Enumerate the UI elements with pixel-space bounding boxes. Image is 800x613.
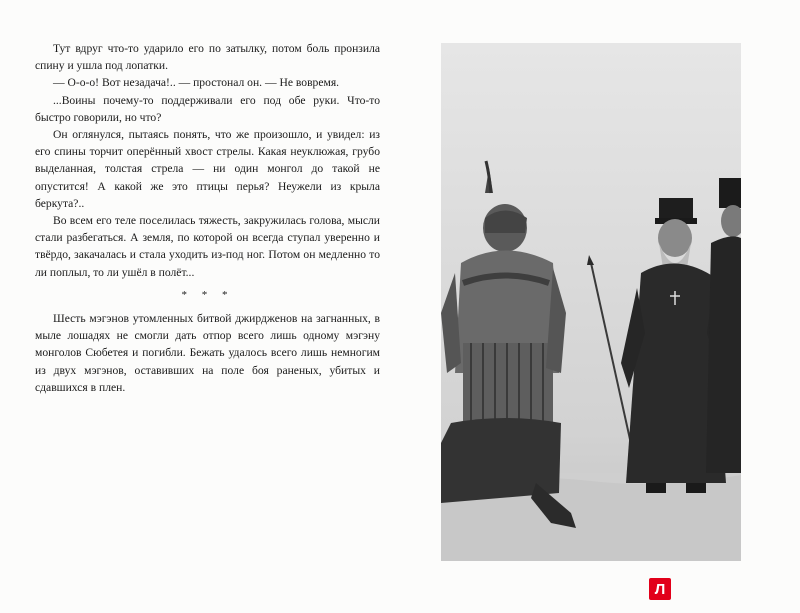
paragraph: Во всем его теле поселилась тяжесть, закружилась голова, мысли стали разбегаться. А земля, по которой он всегда ступал уверенно и твёрдо, закачалась и стала уходить из-под ног. Потом он медленно то ли поплыл, то ли ушёл в полёт...: [35, 214, 380, 279]
paragraph: Тут вдруг что-то ударило его по затылку, потом боль пронзила спину и ушла под лопатки.: [35, 42, 380, 73]
illustration-drawing: [441, 43, 741, 561]
publisher-logo: [649, 578, 671, 600]
section-divider: * * *: [181, 288, 234, 301]
paragraph: — О-о-о! Вот незадача!.. — простонал он. — Не вовремя.: [53, 76, 340, 90]
paragraph: Шесть мэгэнов утомленных битвой джирдженов на загнанных, в мыле лошадях не смогли дать отпор всего лишь одному мэгэну монголов Сюбетея и погибли. Бежать удалось всего лишь немногим из двух мэгэнов, оставивших на поле боя раненых, убитых и сдавшихся в плен.: [35, 312, 380, 394]
publisher-logo-letter: Л: [654, 580, 666, 598]
paragraph: Он оглянулся, пытаясь понять, что же произошло, и увидел: из его спины торчит оперённый хвост стрелы. Какая неуклюжая, грубо выделанная, толстая стрела — ни один монгол до такой не опустится! А какой же это птицы перья? Неужели из крыла беркута?..: [35, 128, 380, 210]
paragraph: ...Воины почему-то поддерживали его под обе руки. Что-то быстро говорили, но что?: [35, 93, 380, 124]
illustration: [441, 43, 741, 561]
text-column: [35, 40, 380, 396]
